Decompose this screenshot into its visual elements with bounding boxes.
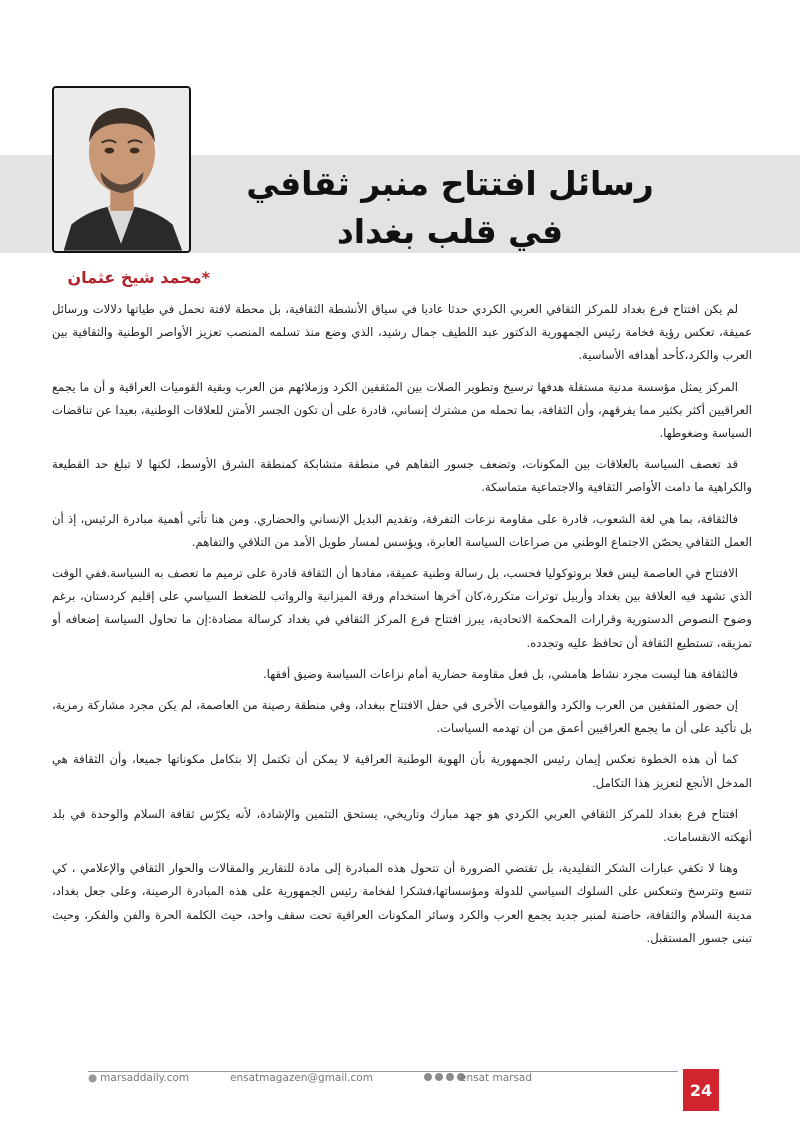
social-icons	[424, 1073, 465, 1081]
twitter-icon[interactable]	[435, 1073, 443, 1081]
footer-website-text: marsaddaily.com	[100, 1072, 190, 1084]
paragraph: فالثقافة هنا ليست مجرد نشاط هامشي، بل فعل مقاومة حضارية أمام نزاعات السياسة وضيق أفقها.	[263, 666, 738, 681]
paragraph: لم يكن افتتاح فرع بغداد للمركز الثقافي العربي الكردي حدثا عاديا في سياق الأنشطة الثقافية، بل محطة لافتة تحمل في طياتها دلالات ورسائل عميقة، تعكس رؤية فخامة رئيس الجمهورية الدكتور عبد اللطيف جمال رشيد، الذي وضع منذ تسلمه المنصب تعزيز الأواصر الوطنية والثقافية بين العرب والكرد،كأحد أهدافه الأساسية.	[52, 302, 752, 363]
page-number: 24	[683, 1069, 719, 1111]
paragraph: كما أن هذه الخطوة تعكس إيمان رئيس الجمهورية بأن الهوية الوطنية العراقية لا يمكن أن تكتمل إلا بتكامل مكوناتها جميعا، وأن الثقافة هي المدخل الأنجع لتعزيز هذا التكامل.	[52, 752, 752, 790]
paragraph: قد تعصف السياسة بالعلاقات بين المكونات، وتضعف جسور التفاهم في منطقة متشابكة كمنطقة الشرق الأوسط، لكنها لا تبلغ حد القطيعة والكراهية ما دامت الأواصر الثقافية والاجتماعية متماسكة.	[52, 457, 752, 495]
footer-name: ensat marsad	[460, 1072, 533, 1084]
author-portrait-icon	[54, 88, 189, 251]
footer-email[interactable]: ensatmagazen@gmail.com	[230, 1072, 373, 1084]
paragraph: فالثقافة، بما هي لغة الشعوب، قادرة على مقاومة نزعات التفرقة، وتقديم البديل الإنساني والحضاري. ومن هنا تأتي أهمية مبادرة الرئيس، إذ أن العمل الثقافي يحصّن الاجتماع الوطني من صراعات السياسة العابرة، ويؤسس لمسار طويل الأمد من التلاقي والتفاهم.	[52, 511, 752, 549]
footer-website[interactable]	[88, 1072, 189, 1084]
paragraph: المركز يمثل مؤسسة مدنية مستقلة هدفها ترسيخ وتطوير الصلات بين المثقفين الكرد وزملائهم من العرب وبقية القوميات العراقية و أن ما يجمع العراقيين أكثر بكثير مما يفرقهم، وأن الثقافة، بما تحمله من مشترك إنساني، قادرة على أن تكون الجسر الأمتن للعلاقات الوطنية، بعيدا عن تناقضات السياسة وضغوطها.	[52, 379, 752, 441]
title-line-1: رسائل افتتاح منبر ثقافي	[246, 164, 654, 203]
footer	[88, 1072, 683, 1090]
paragraph: وهنا لا تكفي عبارات الشكر التقليدية، بل تقتضي الضرورة أن تتحول هذه المبادرة إلى مادة للتقارير والمقالات والحوار الثقافي والإعلامي ، كي تتسع وتترسخ وتنعكس على السلوك السياسي للدولة ومؤسساتها،فشكرا لفخامة رئيس الجمهورية على هذه المبادرة الرصينة، وعلى جعل بغداد، مدينة السلام والثقافة، حاضنة لمنبر جديد يجمع العرب والكرد وسائر المكونات العراقية تحت سقف واحد، حيث الكلمة الحرة والفن والفكر، وحيث تبنى جسور المستقبل.	[52, 861, 752, 945]
article-body	[52, 298, 752, 958]
instagram-icon[interactable]	[446, 1073, 454, 1081]
paragraph: الافتتاح في العاصمة ليس فعلا بروتوكوليا فحسب، بل رسالة وطنية عميقة، مفادها أن الثقافة قادرة على ترميم ما تعصف به السياسة.ففي الوقت الذي تشهد فيه العلاقة بين بغداد وأربيل توترات متكررة،كان آخرها استخدام ورقة الميزانية والرواتب للضغط السياسي على إقليم كردستان، برغم وضوح النصوص الدستورية وقرارات المحكمة الاتحادية، يبرز افتتاح فرع المركز الثقافي في بغداد كرسالة مضادة:إن ما تحاول السياسة إضعافه أو تمزيقه، تستطيع الثقافة أن تحافظ عليه وتجدده.	[52, 566, 752, 650]
title-line-2: في قلب بغداد	[336, 212, 564, 251]
paragraph: افتتاح فرع بغداد للمركز الثقافي العربي الكردي هو جهد مبارك وتاريخي، يستحق التثمين والإشادة، لأنه يكرّس ثقافة السلام والوحدة في بلد أنهكته الانقسامات.	[52, 806, 752, 845]
article-title	[200, 160, 700, 256]
author-name: *محمد شيخ عثمان	[67, 268, 210, 287]
globe-icon: ●	[88, 1072, 98, 1084]
paragraph: إن حضور المثقفين من العرب والكرد والقوميات الأخرى في حفل الافتتاح ببغداد، وفي منطقة رصينة من العاصمة، لم يكن مجرد مشاركة رمزية، بل تأكيد على أن ما يجمع العراقيين أعمق من أن تهدمه السياسات.	[52, 698, 752, 736]
author-photo	[52, 86, 191, 253]
facebook-icon[interactable]	[424, 1073, 432, 1081]
